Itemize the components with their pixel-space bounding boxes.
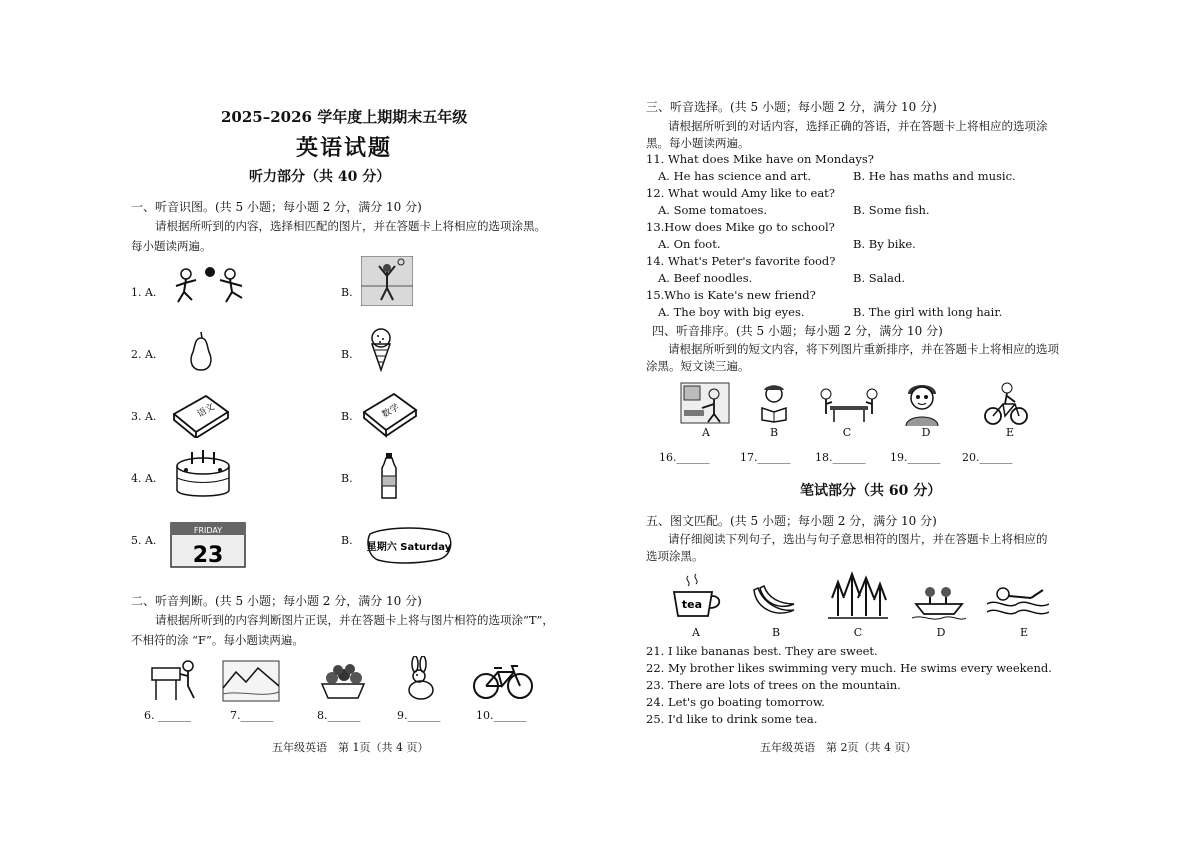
boating-image [912,578,966,622]
section5-caption-d: D [936,626,946,639]
section4-title: 四、听音排序。(共 5 小题；每小题 2 分，满分 10 分) [652,324,943,338]
q11-option-a[interactable]: A. He has science and art. [658,169,811,183]
section5-caption-b: B [771,626,781,639]
swimming-image [987,580,1049,620]
section1-instruction-line1: 请根据所听到的内容，选择相匹配的图片，并在答题卡上将相应的选项涂黑。 [155,219,546,233]
section2-title: 二、听音判断。(共 5 小题；每小题 2 分，满分 10 分) [131,594,422,608]
section3-instruction-line1: 请根据所听到的对话内容，选择正确的答语，并在答题卡上将相应的选项涂 [668,119,1048,133]
q14-option-b[interactable]: B. Salad. [853,271,906,285]
exam-title-line2: 英语试题 [296,135,393,161]
q13-option-b[interactable]: B. By bike. [853,237,916,251]
mountain-landscape-image [222,660,280,702]
chinese-book-image [170,392,232,438]
rabbit-image [403,656,439,700]
q1-option-b-label: B. [341,286,353,299]
section4-instruction-line1: 请根据所听到的短文内容，将下列图片重新排序，并在答题卡上将相应的选项 [668,342,1059,356]
q14-question: 14. What's Peter's favorite food? [646,254,836,268]
section4-caption-d: D [921,426,931,439]
calendar-date-label: 23 [192,543,224,568]
q3-option-a-label: 3. A. [131,410,157,423]
q15-option-b[interactable]: B. The girl with long hair. [853,305,1003,319]
sentence-25: 25. I'd like to drink some tea. [646,712,818,726]
section4-caption-e: E [1005,426,1015,439]
q12-option-b[interactable]: B. Some fish. [853,203,930,217]
answer-blank-16[interactable]: 16.______ [659,451,710,464]
q1-option-a-label: 1. A. [131,286,157,299]
forest-trees-image [828,568,888,622]
answer-blank-7[interactable]: 7.______ [230,709,274,722]
writing-part-header: 笔试部分（共 60 分） [800,483,942,499]
section4-caption-b: B [769,426,779,439]
section5-instruction-line1: 请仔细阅读下列句子，选出与句子意思相符的图片，并在答题卡上将相应的 [668,532,1048,546]
kids-playing-football-image [172,262,248,310]
answer-blank-8[interactable]: 8.______ [317,709,361,722]
section5-caption-c: C [853,626,863,639]
q4-option-a-label: 4. A. [131,472,157,485]
page-2 [600,0,1200,848]
sentence-22: 22. My brother likes swimming very much. He swims every weekend. [646,661,1052,675]
birthday-cake-image [172,448,234,500]
exam-title-line1: 2025–2026 学年度上期期末五年级 [221,108,468,126]
saturday-word-art-label: 星期六 Saturday [366,542,452,553]
answer-blank-20[interactable]: 20.______ [962,451,1013,464]
q14-option-a[interactable]: A. Beef noodles. [658,271,753,285]
q3-option-b-label: B. [341,410,353,423]
chinese-book-label: 语文 [195,402,217,420]
q13-question: 13.How does Mike go to school? [646,220,835,234]
q11-option-b[interactable]: B. He has maths and music. [853,169,1016,183]
cooking-in-kitchen-image [680,382,730,424]
maths-book-image [360,390,420,438]
q2-option-a-label: 2. A. [131,348,157,361]
strawberries-image [318,662,368,700]
answer-blank-9[interactable]: 9.______ [397,709,441,722]
answer-blank-17[interactable]: 17.______ [740,451,791,464]
q15-option-a[interactable]: A. The boy with big eyes. [658,305,805,319]
page-1-footer: 五年级英语 第 1页（共 4 页） [272,741,429,754]
q11-question: 11. What does Mike have on Mondays? [646,152,874,166]
maths-book-label: 数学 [380,402,402,421]
water-bottle-image [378,452,400,500]
boy-portrait-image [902,380,942,426]
reading-book-image [750,382,798,424]
q4-option-b-label: B. [341,472,353,485]
section4-caption-a: A [702,426,710,439]
tea-cup-label: tea [681,598,703,611]
section5-caption-e: E [1019,626,1029,639]
section3-instruction-line2: 黑。每小题读两遍。 [646,136,750,150]
pear-image [185,330,217,372]
q12-question: 12. What would Amy like to eat? [646,186,835,200]
q15-question: 15.Who is Kate's new friend? [646,288,816,302]
playing-ping-pong-image [818,384,880,424]
calendar-image [170,522,246,568]
sentence-23: 23. There are lots of trees on the mountain. [646,678,901,692]
section2-instruction-line2: 不相符的涂 “F”。每小题读两遍。 [131,633,304,647]
section4-instruction-line2: 涂黑。短文读三遍。 [646,359,750,373]
page-2-footer: 五年级英语 第 2页（共 4 页） [760,741,917,754]
playing-piano-image [150,658,200,702]
q12-option-a[interactable]: A. Some tomatoes. [658,203,767,217]
section4-caption-c: C [842,426,852,439]
sentence-21: 21. I like bananas best. They are sweet. [646,644,878,658]
playing-volleyball-image [361,256,413,306]
section5-caption-a: A [692,626,700,639]
section5-instruction-line2: 选项涂黑。 [646,549,704,563]
q13-option-a[interactable]: A. On foot. [658,237,721,251]
answer-blank-10[interactable]: 10.______ [476,709,527,722]
ice-cream-image [366,326,396,372]
section1-instruction-line2: 每小题读两遍。 [131,239,212,253]
bicycle-image [472,664,534,700]
answer-blank-6[interactable]: 6. ______ [144,709,191,722]
section3-title: 三、听音选择。(共 5 小题；每小题 2 分，满分 10 分) [646,100,937,114]
q5-option-b-label: B. [341,534,353,547]
section2-instruction-line1: 请根据所听到的内容判断图片正误，并在答题卡上将与图片相符的选项涂“T”， [155,613,554,627]
section5-title: 五、图文匹配。(共 5 小题；每小题 2 分，满分 10 分) [646,514,937,528]
q2-option-b-label: B. [341,348,353,361]
section1-title: 一、听音识图。(共 5 小题；每小题 2 分，满分 10 分) [131,200,422,214]
calendar-day-label: FRIDAY [193,526,223,535]
saturday-word-art-image [366,524,452,564]
listening-part-header: 听力部分（共 40 分） [249,169,391,185]
answer-blank-18[interactable]: 18.______ [815,451,866,464]
answer-blank-19[interactable]: 19.______ [890,451,941,464]
bananas-image [750,584,798,620]
tea-cup-image [670,572,722,622]
sentence-24: 24. Let's go boating tomorrow. [646,695,825,709]
q5-option-a-label: 5. A. [131,534,157,547]
riding-bike-image [983,380,1029,426]
